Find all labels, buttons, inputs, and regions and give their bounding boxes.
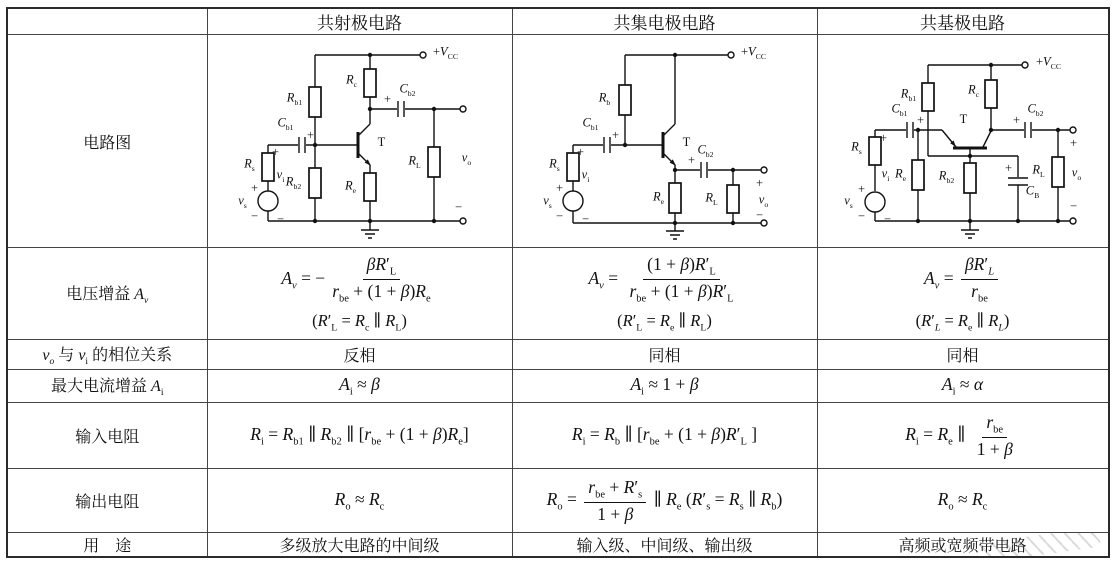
circuit-label: $C_{b2}$	[1027, 101, 1044, 118]
circuit-label: $C_B$	[1025, 183, 1040, 200]
circuit-label: $R_{b1}$	[900, 86, 917, 103]
row-label-input-resistance: 输入电阻	[7, 403, 207, 469]
circuit-label: +	[916, 112, 925, 127]
circuit-label: $R_b$	[598, 90, 611, 107]
circuit-label: +	[687, 152, 696, 167]
amplifier-comparison-table	[6, 7, 1110, 558]
row-label-output-resistance: 输出电阻	[7, 469, 207, 533]
circuit-label: $v_i$	[276, 167, 285, 184]
circuit-label: $+V_{CC}$	[1035, 54, 1062, 71]
circuit-label: T	[377, 134, 386, 149]
circuit-label: +	[1012, 112, 1021, 127]
common-base-schematic	[818, 35, 1108, 247]
usage-ce: 多级放大电路的中间级	[207, 533, 512, 558]
header-common-collector: 共集电极电路	[512, 8, 817, 35]
row-label-circuit: 电路图	[7, 35, 207, 248]
header-blank	[7, 8, 207, 35]
circuit-label: −	[276, 211, 285, 226]
circuit-label: $C_{b1}$	[891, 101, 908, 118]
circuit-label: $R_{b2}$	[285, 174, 302, 191]
circuit-label: $v_i$	[881, 166, 890, 183]
output-resistance-row	[7, 469, 1109, 533]
circuit-row	[7, 35, 1109, 248]
circuit-label: +	[857, 181, 866, 196]
phase-cc: 同相	[512, 340, 817, 370]
circuit-label: +	[271, 144, 280, 159]
circuit-label: $R_s$	[851, 139, 862, 156]
current-gain-ce: $A_i \approx \beta$	[207, 370, 512, 403]
input-resistance-cc: $R_i = R_b$ ∥ [$r_{be} + (1 + \beta)R'_L$ ]	[512, 403, 817, 469]
input-resistance-row	[7, 403, 1109, 469]
common-collector-schematic	[515, 35, 815, 247]
circuit-label: $v_s$	[543, 193, 552, 210]
circuit-label: $C_{b1}$	[277, 115, 294, 132]
circuit-label: +	[306, 127, 315, 142]
usage-cb-text: 高频或宽频带电路	[898, 538, 1027, 555]
circuit-label: +	[755, 175, 764, 190]
circuit-label: $C_{b2}$	[697, 142, 714, 159]
circuit-label: T	[682, 134, 691, 149]
header-common-base: 共基极电路	[817, 8, 1109, 35]
usage-row	[7, 533, 1109, 558]
current-gain-row	[7, 370, 1109, 403]
circuit-label: −	[250, 208, 259, 223]
circuit-label: −	[1069, 198, 1078, 213]
circuit-label: $R_{b2}$	[938, 168, 955, 185]
circuit-label: $R_e$	[894, 166, 907, 183]
circuit-label: +	[1004, 160, 1013, 175]
circuit-label: −	[857, 208, 866, 223]
output-resistance-cc: $R_o$ = $\frac{r_{be} + R'_s}{1 + \beta}$ ∥ $R_e$ ($R'_s = R_s$ ∥ $R_b$)	[512, 469, 817, 533]
row-label-usage: 用 途	[7, 533, 207, 558]
circuit-label: $R_c$	[967, 82, 980, 99]
circuit-label: +	[576, 144, 585, 159]
circuit-label: +	[1069, 135, 1078, 150]
usage-cc: 输入级、中间级、输出级	[512, 533, 817, 558]
circuit-label: $v_o$	[758, 192, 769, 209]
current-gain-cb: $A_i \approx \alpha$	[817, 370, 1109, 403]
voltage-gain-cc-formula: $A_v$ = $\frac{(1 + \beta)R'_L}{r_{be} + (1 + \beta)R'_L}$	[588, 253, 734, 305]
circuit-label: $R_{b1}$	[286, 90, 303, 107]
circuit-label: $+V_{CC}$	[432, 44, 459, 61]
circuit-label: $C_{b2}$	[399, 81, 416, 98]
usage-cb	[817, 533, 1109, 558]
voltage-gain-ce-formula: $A_v$ = − $\frac{\beta R'_L}{r_{be} + (1 + \beta)R_e}$	[281, 253, 431, 305]
circuit-label: −	[555, 208, 564, 223]
row-label-current-gain: 最大电流增益 $A_i$	[7, 370, 207, 403]
circuit-label: $v_o$	[461, 150, 472, 167]
circuit-label: $R_L$	[705, 190, 718, 207]
circuit-label: $v_s$	[238, 193, 247, 210]
voltage-gain-cc-cell	[512, 248, 817, 340]
voltage-gain-cb-note: ($R'_L = R_e$ ∥ $R_L$)	[915, 310, 1010, 334]
output-resistance-ce: $R_o \approx R_c$	[207, 469, 512, 533]
output-resistance-cb: $R_o \approx R_c$	[817, 469, 1109, 533]
current-gain-cc: $A_i \approx 1 + \beta$	[512, 370, 817, 403]
voltage-gain-cc-note: ($R'_L = R_e$ ∥ $R_L$)	[617, 310, 712, 334]
circuit-label: −	[883, 211, 892, 226]
circuit-cell-cb	[817, 35, 1109, 248]
phase-ce: 反相	[207, 340, 512, 370]
circuit-label: +	[383, 91, 392, 106]
circuit-label: +	[555, 180, 564, 195]
circuit-label: $R_s$	[549, 156, 560, 173]
circuit-label: $R_L$	[408, 153, 421, 170]
circuit-label: +	[879, 130, 888, 145]
common-emitter-schematic	[210, 35, 510, 247]
circuit-cell-ce	[207, 35, 512, 248]
circuit-label: $R_s$	[244, 156, 255, 173]
voltage-gain-cb-cell	[817, 248, 1109, 340]
circuit-label: +	[611, 127, 620, 142]
circuit-label: $C_{b1}$	[582, 115, 599, 132]
voltage-gain-ce-cell	[207, 248, 512, 340]
circuit-label: $v_i$	[581, 167, 590, 184]
phase-relation-row	[7, 340, 1109, 370]
circuit-label: $R_L$	[1032, 162, 1045, 179]
circuit-label: +	[250, 180, 259, 195]
circuit-label: $R_e$	[344, 178, 357, 195]
circuit-label: $R_e$	[652, 189, 665, 206]
circuit-label: −	[454, 199, 463, 214]
circuit-label: $v_o$	[1071, 165, 1082, 182]
voltage-gain-ce-note: ($R'_L = R_c$ ∥ $R_L$)	[312, 310, 407, 334]
circuit-label: −	[581, 211, 590, 226]
circuit-label: T	[959, 111, 968, 126]
circuit-cell-cc	[512, 35, 817, 248]
circuit-label: $v_s$	[844, 193, 853, 210]
voltage-gain-row	[7, 248, 1109, 340]
phase-cb: 同相	[817, 340, 1109, 370]
header-common-emitter: 共射极电路	[207, 8, 512, 35]
row-label-voltage-gain: 电压增益 $A_v$	[7, 248, 207, 340]
input-resistance-ce: $R_i = R_{b1}$ ∥ $R_{b2}$ ∥ $[r_{be} + (1 + \beta)R_e]$	[207, 403, 512, 469]
input-resistance-cb: $R_i = R_e$ ∥ $\frac{r_{be}}{1 + \beta}$	[817, 403, 1109, 469]
row-label-phase: $v_o$ 与 $v_i$ 的相位关系	[7, 340, 207, 370]
voltage-gain-cb-formula: $A_v$ = $\frac{\beta R'_L}{r_{be}}$	[818, 254, 1108, 306]
circuit-label: −	[755, 207, 764, 222]
circuit-label: $R_c$	[345, 72, 358, 89]
header-row	[7, 8, 1109, 35]
circuit-label: $+V_{CC}$	[740, 44, 767, 61]
